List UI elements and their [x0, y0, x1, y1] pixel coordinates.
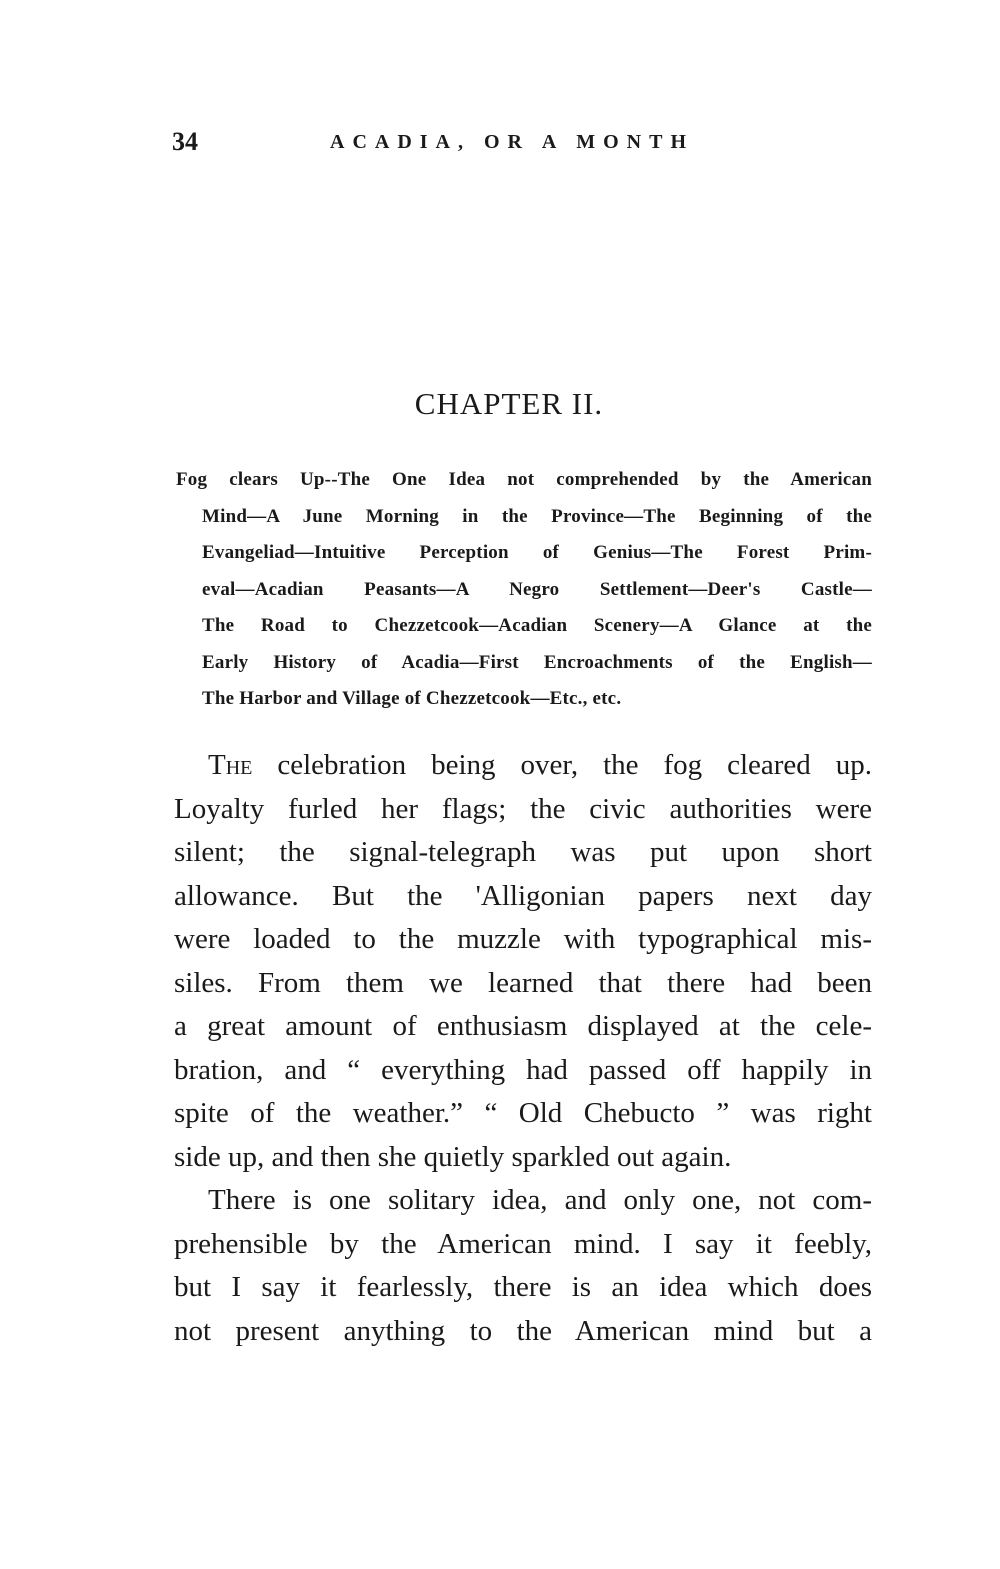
paragraph-line: [174, 744, 872, 788]
paragraph-line: side up, and then she quietly sparkled out again.: [174, 1140, 732, 1173]
paragraph-line: a great amount of enthusiasm displayed at the cele-: [174, 1010, 872, 1042]
synopsis-line: Mind—A June Morning in the Province—The Beginning of the: [202, 505, 872, 527]
chapter-synopsis: [176, 462, 872, 718]
lead-line-rest: celebration being over, the fog cleared up.: [252, 749, 872, 781]
paragraph-line: were loaded to the muzzle with typographical mis-: [174, 923, 872, 955]
running-title: ACADIA, OR A MONTH: [330, 131, 695, 153]
lead-word: The: [208, 749, 253, 781]
paragraph-line: bration, and “ everything had passed off happily in: [174, 1053, 872, 1086]
paragraph-line: Loyalty furled her flags; the civic authorities were: [174, 792, 872, 825]
paragraph-line: siles. From them we learned that there had been: [174, 966, 872, 999]
synopsis-line: The Harbor and Village of Chezzetcook—Etc., etc.: [202, 688, 622, 709]
paragraph-line: but I say it fearlessly, there is an idea which does: [174, 1271, 872, 1303]
synopsis-line: Evangeliad—Intuitive Perception of Genius—The Forest Prim-: [202, 542, 872, 563]
synopsis-line: Fog clears Up--The One Idea not comprehended by the American: [176, 469, 872, 490]
paragraph-line: not present anything to the American mind but a: [174, 1314, 872, 1347]
synopsis-line: Early History of Acadia—First Encroachments of the English—: [202, 651, 872, 673]
paragraph-line: silent; the signal-telegraph was put upon short: [174, 836, 872, 868]
running-head: [172, 124, 872, 160]
page-number: 34: [172, 127, 198, 156]
paragraph: [174, 744, 872, 1179]
paragraph-line: spite of the weather.” “ Old Chebucto ” was right: [174, 1097, 872, 1129]
body-text: [174, 744, 872, 1353]
chapter-title: CHAPTER II.: [414, 386, 604, 421]
synopsis-line: eval—Acadian Peasants—A Negro Settlement—Deer's Castle—: [202, 578, 872, 600]
paragraph-line: There is one solitary idea, and only one, not com-: [208, 1184, 872, 1216]
paragraph-line: prehensible by the American mind. I say it feebly,: [174, 1227, 872, 1260]
paragraph: [174, 1179, 872, 1353]
paragraph-line: allowance. But the 'Alligonian papers next day: [174, 879, 872, 912]
synopsis-line: The Road to Chezzetcook—Acadian Scenery—A Glance at the: [202, 615, 872, 636]
